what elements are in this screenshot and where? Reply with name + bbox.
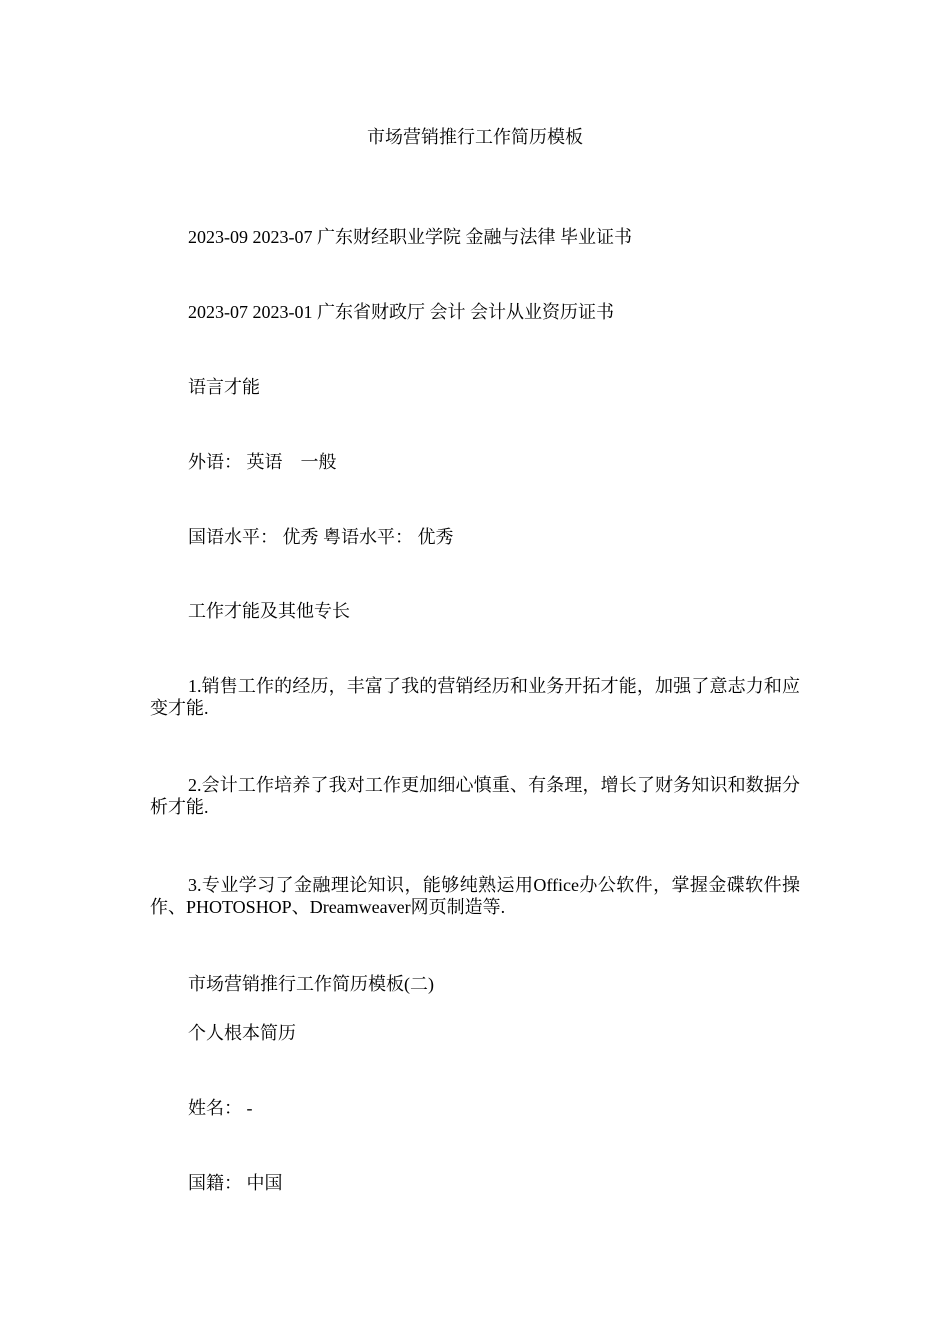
- education-entry: 2023-09 2023-07 广东财经职业学院 金融与法律 毕业证书: [188, 227, 632, 247]
- document-title: 市场营销推行工作简历模板: [367, 127, 583, 147]
- skill-paragraph: 2.会计工作培养了我对工作更加细心慎重、有条理，增长了财务知识和数据分析才能.: [150, 775, 800, 817]
- foreign-language-line: 外语： 英语 一般: [188, 452, 337, 472]
- skill-paragraph: 3.专业学习了金融理论知识，能够纯熟运用Office办公软件，掌握金碟软件操作、PHOTOSHOP、Dreamweaver网页制造等.: [150, 875, 800, 917]
- second-title: 市场营销推行工作简历模板(二): [188, 974, 434, 994]
- name-line: 姓名： -: [188, 1098, 253, 1118]
- nationality-line: 国籍： 中国: [188, 1173, 283, 1193]
- education-entry: 2023-07 2023-01 广东省财政厅 会计 会计从业资历证书: [188, 302, 614, 322]
- dialect-line: 国语水平： 优秀 粤语水平： 优秀: [188, 527, 454, 547]
- personal-heading: 个人根本简历: [188, 1023, 296, 1043]
- language-heading: 语言才能: [188, 377, 260, 397]
- skills-heading: 工作才能及其他专长: [188, 601, 350, 621]
- skill-paragraph: 1.销售工作的经历，丰富了我的营销经历和业务开拓才能，加强了意志力和应变才能.: [150, 676, 800, 718]
